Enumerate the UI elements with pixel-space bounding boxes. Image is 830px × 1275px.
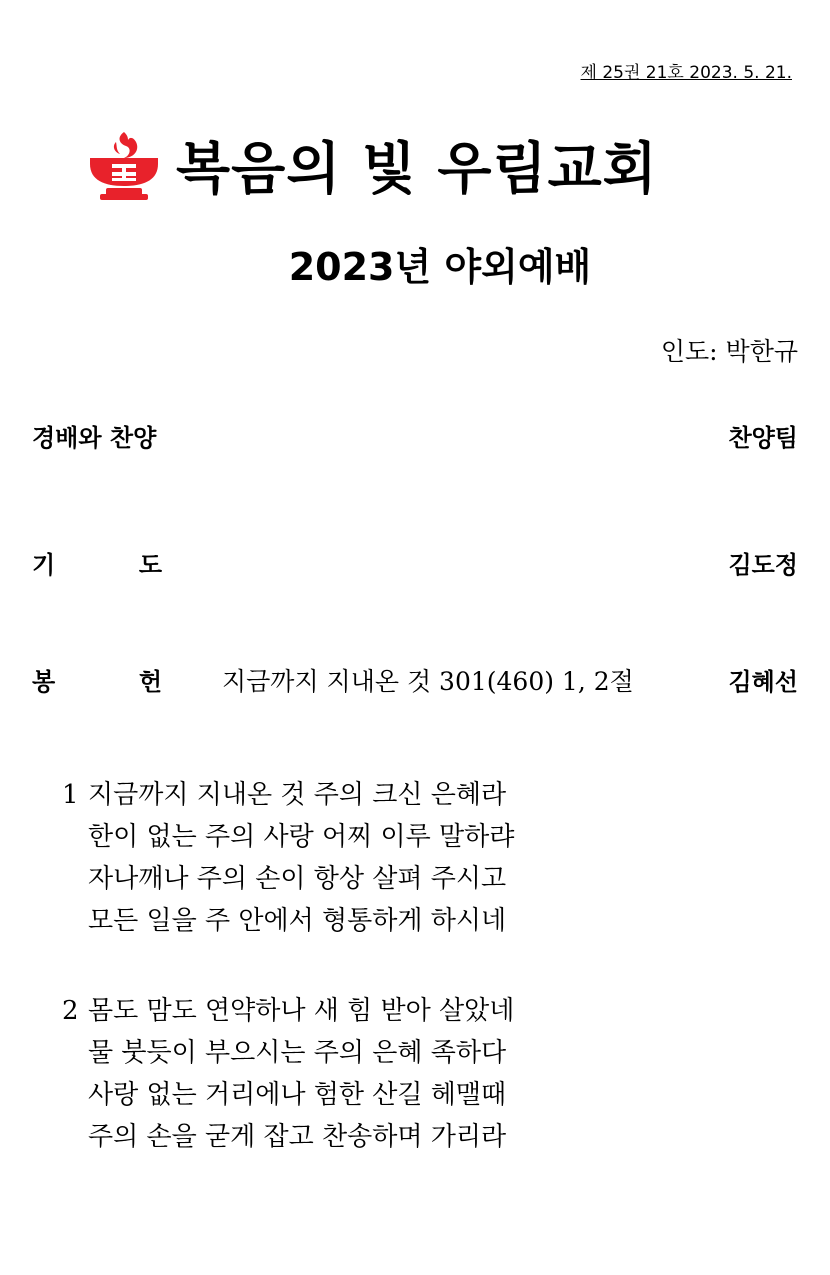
verse-line: 한이 없는 주의 사랑 어찌 이루 말하랴	[88, 822, 515, 852]
masthead	[86, 120, 658, 210]
verse-line: 물 붓듯이 부으시는 주의 은혜 족하다	[88, 1038, 507, 1068]
hymn-verse-1	[62, 774, 514, 942]
order-item-offering	[32, 662, 798, 698]
service-title: 2023년 야외예배	[288, 245, 592, 289]
verse-number: 1	[62, 780, 79, 810]
offering-hymn: 지금까지 지내온 것 301(460) 1, 2절	[222, 667, 634, 696]
hymn-verse-2	[62, 990, 514, 1158]
church-logo-icon	[86, 128, 162, 202]
order-item-worship	[32, 418, 798, 454]
verse-line: 지금까지 지내온 것 주의 크신 은혜라	[88, 780, 507, 810]
order-item-label: 봉 헌	[32, 668, 162, 696]
order-item-person: 찬양팀	[728, 424, 798, 452]
verse-line: 사랑 없는 거리에나 험한 산길 헤맬때	[88, 1080, 507, 1110]
verse-line: 몸도 맘도 연약하나 새 힘 받아 살았네	[88, 996, 515, 1026]
verse-line: 자나깨나 주의 손이 항상 살펴 주시고	[88, 864, 507, 894]
order-item-person: 김혜선	[728, 668, 798, 696]
issue-number: 제 25권 21호 2023. 5. 21.	[580, 63, 792, 83]
verse-line: 모든 일을 주 안에서 형통하게 하시네	[88, 906, 507, 936]
order-item-label: 경배와 찬양	[32, 424, 157, 452]
order-item-prayer	[32, 545, 798, 581]
service-leader: 인도: 박한규	[660, 337, 798, 366]
order-item-label: 기 도	[32, 551, 162, 579]
order-item-person: 김도정	[728, 551, 798, 579]
verse-line: 주의 손을 굳게 잡고 찬송하며 가리라	[88, 1122, 507, 1152]
verse-number: 2	[62, 996, 79, 1026]
church-name: 복음의 빛 우림교회	[176, 137, 658, 202]
